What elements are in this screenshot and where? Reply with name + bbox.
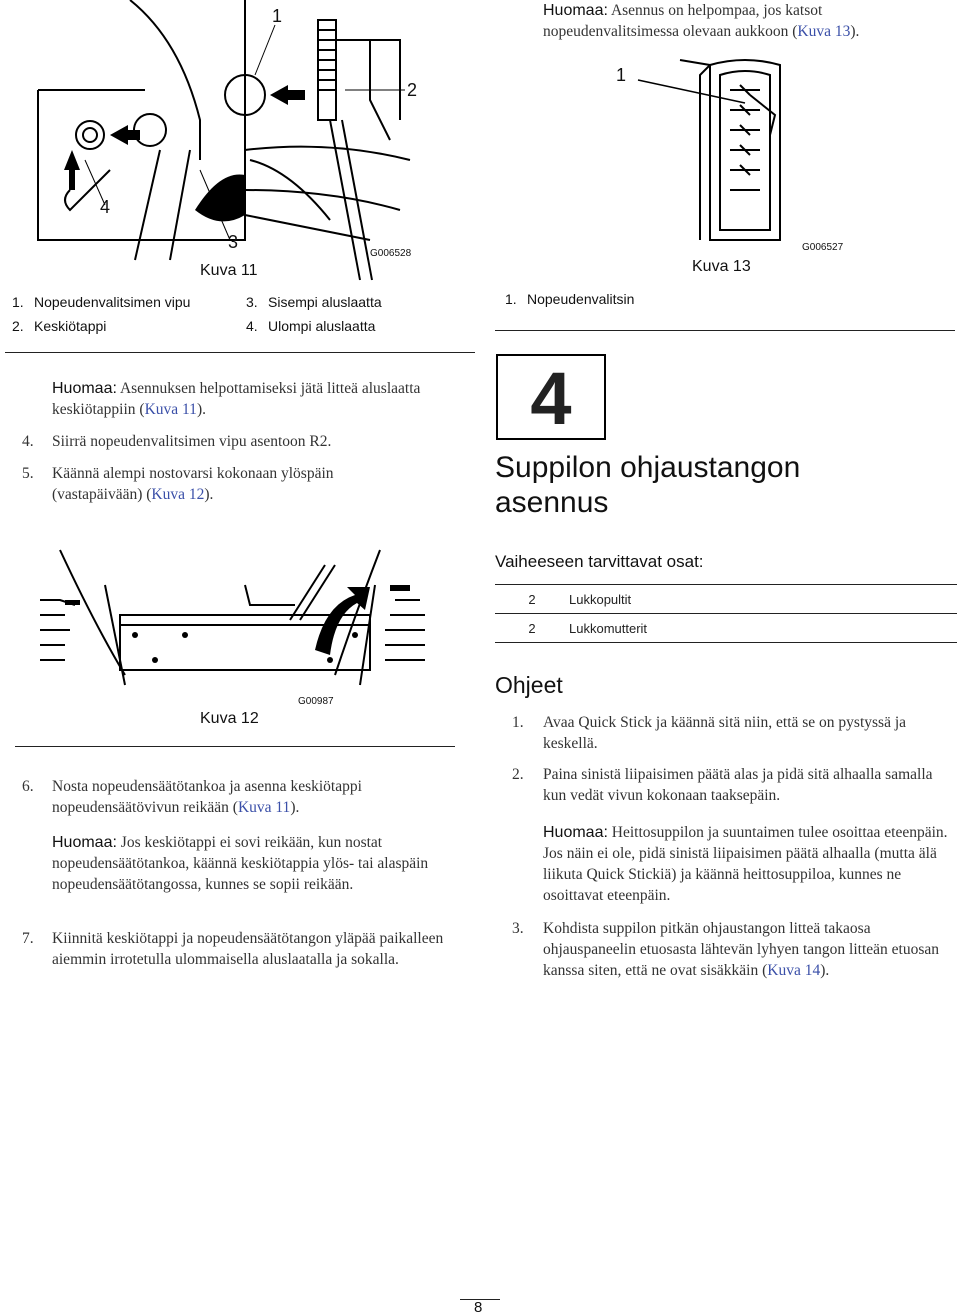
section-title-line2: asennus [495, 486, 609, 519]
part-name: Lukkopultit [569, 585, 957, 614]
legend-text: Keskiötappi [34, 318, 107, 334]
legend-text: Sisempi aluslaatta [268, 294, 382, 310]
part-qty: 2 [495, 585, 569, 614]
legend-item [12, 318, 106, 334]
step-text: Kiinnitä keskiötappi ja nopeudensäätötangon yläpää paikalleen aiemmin irrotetulla ulommaisella aluslaatalla ja sokalla. [52, 930, 444, 968]
step-6 [22, 776, 442, 818]
divider-left [5, 352, 475, 353]
legend-num: 2. [12, 318, 24, 334]
note-label: Huomaa: [543, 824, 608, 841]
legend-text: Nopeudenvalitsimen vipu [34, 294, 191, 310]
fig13-legend [505, 291, 634, 307]
step-text: Nosta nopeudensäätötankoa ja asenna keskiötappi nopeudensäätövivun reikään ( [52, 778, 362, 816]
step-text: Avaa Quick Stick ja käännä sitä niin, että se on pystyssä ja keskellä. [543, 714, 907, 752]
fig12-code: G00987 [298, 696, 334, 707]
note-label: Huomaa: [52, 380, 117, 397]
table-row [495, 614, 957, 643]
instructions-heading: Ohjeet [495, 672, 563, 698]
figure-11 [30, 0, 430, 290]
note-text: Jos keskiötappi ei sovi reikään, kun nostat nopeudensäätötankoa, käännä keskiötappia ylös- tai alaspäin nopeudensäätötangossa, kunnes se sopii reikään. [52, 834, 429, 893]
step-text: Kohdista suppilon pitkän ohjaustangon litteä takaosa ohjauspaneelin etuosasta lähtevän lyhyen tangon litteän etuosan kanssa siten, että ne ovat sisäkkäin ( [543, 920, 939, 979]
note-text: Heittosuppilon ja suuntaimen tulee osoittaa eteenpäin. Jos näin ei ole, pidä sinistä liipaisimen päätä alhaalla (mutta älä liikuta Quick Stickiä) ja käännä heittosuppiloa, kunnes ne osoittavat eteenpäin. [543, 824, 948, 904]
note-text-end: ). [196, 401, 206, 418]
step-5 [22, 463, 422, 505]
step-number: 4. [22, 433, 34, 450]
table-row [495, 585, 957, 614]
page-number: 8 [474, 1299, 483, 1316]
step-number: 1. [512, 714, 524, 731]
step-4 [22, 431, 452, 452]
legend-text: Ulompi aluslaatta [268, 318, 376, 334]
part-qty: 2 [495, 614, 569, 643]
step-text: Siirrä nopeudenvalitsimen vipu asentoon R2. [52, 433, 332, 450]
fig11-code: G006528 [370, 248, 412, 259]
divider-fig12 [15, 746, 455, 747]
section-note [543, 822, 957, 906]
fig11-callout-2: 2 [407, 80, 418, 100]
legend-item [12, 294, 190, 310]
top-right-note [543, 0, 943, 42]
divider-right [495, 330, 955, 331]
parts-heading: Vaiheeseen tarvittavat osat: [495, 552, 704, 571]
fig11-legend [12, 294, 432, 344]
note-text: Asennuksen helpottamiseksi jätä litteä aluslaatta keskiötappiin ( [52, 380, 421, 418]
step-text-end: ). [204, 486, 214, 503]
section-step-1 [512, 712, 957, 754]
fig11-callout-4: 4 [100, 197, 111, 217]
figure-link[interactable]: Kuva 12 [151, 486, 205, 503]
figure-12 [35, 545, 435, 705]
fig13-caption: Kuva 13 [692, 258, 751, 275]
section-number-box [496, 354, 606, 440]
note-text-end: ). [850, 23, 860, 40]
step-text-end: ). [820, 962, 830, 979]
note-label: Huomaa: [543, 2, 608, 19]
parts-table [495, 584, 957, 643]
step-7 [22, 928, 452, 970]
legend-num: 1. [505, 291, 517, 307]
figure-link[interactable]: Kuva 11 [144, 401, 197, 418]
legend-text: Nopeudenvalitsin [527, 291, 635, 307]
figure-12-illustration [35, 545, 435, 705]
section-step-2 [512, 764, 957, 806]
legend-item [246, 294, 382, 310]
step-number: 3. [512, 920, 524, 937]
left-note [52, 378, 452, 420]
legend-num: 3. [246, 294, 258, 310]
section-step-3 [512, 918, 957, 981]
step-text: Paina sinistä liipaisimen päätä alas ja pidä sitä alhaalla samalla kun vedät vivun kokonaan taaksepäin. [543, 766, 933, 804]
step-number: 6. [22, 778, 34, 795]
fig11-callout-1: 1 [272, 6, 283, 26]
fig13-callout-1: 1 [616, 65, 627, 85]
legend-item [246, 318, 375, 334]
legend-num: 4. [246, 318, 258, 334]
section-number: 4 [530, 357, 572, 440]
section-title [495, 450, 800, 520]
figure-link[interactable]: Kuva 11 [237, 799, 291, 816]
step-text-end: ). [290, 799, 300, 816]
step-number: 5. [22, 465, 34, 482]
fig11-caption: Kuva 11 [200, 262, 258, 279]
legend-num: 1. [12, 294, 24, 310]
step-number: 7. [22, 930, 34, 947]
section-title-line1: Suppilon ohjaustangon [495, 451, 801, 484]
note-2 [52, 832, 447, 895]
fig11-callout-3: 3 [228, 232, 239, 252]
figure-link[interactable]: Kuva 14 [767, 962, 821, 979]
step-text: Käännä alempi nostovarsi kokonaan ylöspäin (vastapäivään) ( [52, 465, 334, 503]
fig13-code: G006527 [802, 242, 844, 253]
note-text: Asennus on helpompaa, jos katsot nopeudenvalitsimessa olevaan aukkoon ( [543, 2, 823, 40]
step-number: 2. [512, 766, 524, 783]
part-name: Lukkomutterit [569, 614, 957, 643]
figure-link[interactable]: Kuva 13 [797, 23, 851, 40]
fig12-caption: Kuva 12 [200, 710, 259, 727]
note-label: Huomaa: [52, 834, 117, 851]
